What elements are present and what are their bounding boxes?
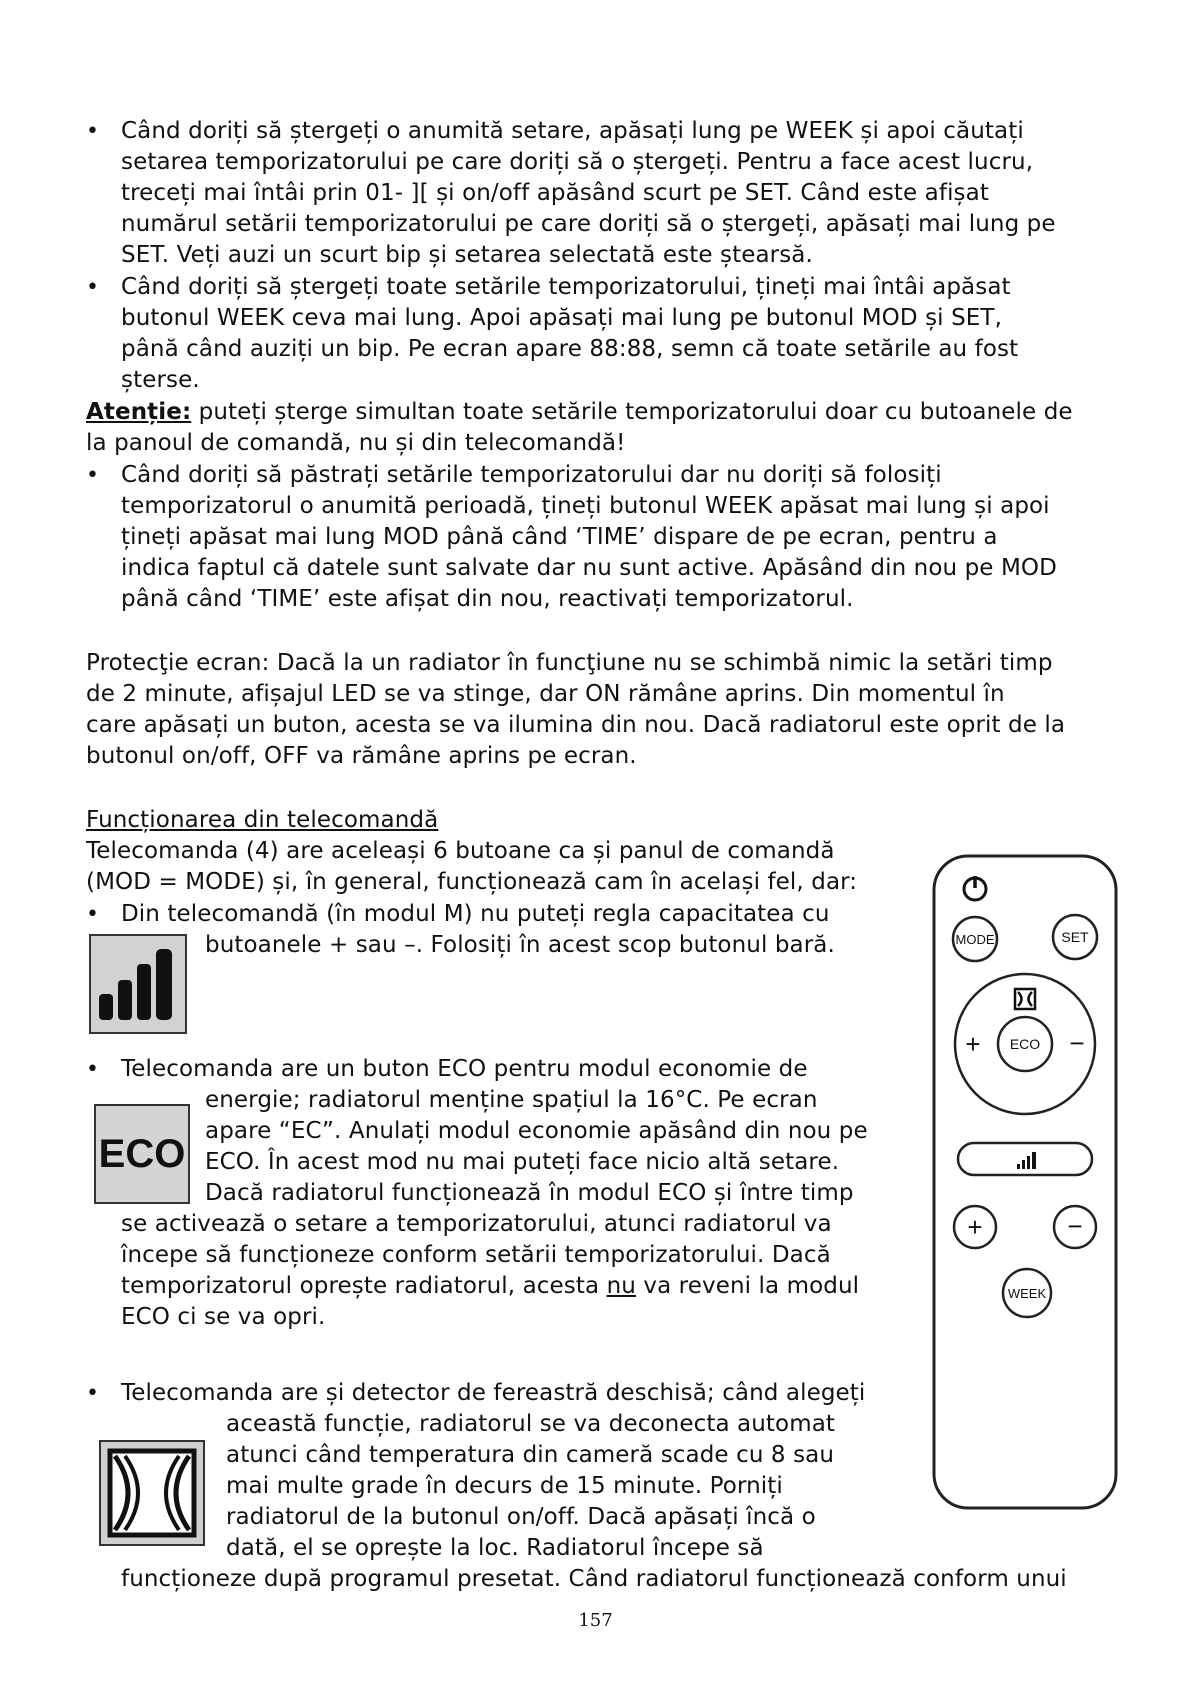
attention-line-1 [86,397,1073,428]
bar-line-1: Din telecomandă (în modul M) nu puteți regla capacitatea cu [121,901,830,927]
remote-heading: Funcționarea din telecomandă [86,807,439,833]
b3-line-5: până când ‘TIME’ este afișat din nou, reactivați temporizatorul. [121,586,854,612]
window-line-7: funcționeze după programul presetat. Când radiatorul funcționează conform unui [121,1566,1067,1592]
window-line-5: radiatorul de la butonul on/off. Dacă apăsați încă o [226,1504,816,1530]
remote-eco-label: ECO [1009,1036,1041,1052]
remote-minus-label: − [1067,1211,1083,1241]
b1-line-3: treceți mai întâi prin 01- ][ și on/off apăsând scurt pe SET. Când este afișat [121,180,989,206]
b1-line-5: SET. Veți auzi un scurt bip și setarea selectată este ștearsă. [121,242,813,268]
eco-line-9: ECO ci se va opri. [121,1304,326,1330]
bullet: • [86,1057,99,1082]
protection-line-2: de 2 minute, afișajul LED se va stinge, dar ON rămâne aprins. Din momentul în [86,681,1005,707]
protection-line-3: care apăsați un buton, acesta se va ilumina din nou. Dacă radiatorul este oprit de la [86,712,1066,738]
eco-line-8 [121,1271,859,1302]
b3-line-4: indica faptul că datele sunt salvate dar nu sunt active. Apăsând din nou pe MOD [121,555,1057,581]
bullet: • [86,275,99,300]
eco-line-3: apare “EC”. Anulați modul economie apăsând din nou pe [205,1118,868,1144]
remote-week-label: WEEK [1007,1286,1047,1301]
remote-intro-2: (MOD = MODE) și, în general, funcționează cam în același fel, dar: [86,869,858,895]
b1-line-4: numărul setării temporizatorului pe care doriți să o ștergeți, apăsați mai lung pe [121,211,1056,237]
eco-button-icon: ECO [94,1104,190,1204]
window-line-1: Telecomanda are și detector de fereastră deschisă; când alegeți [121,1380,866,1406]
b3-line-3: țineți apăsat mai lung MOD până când ‘TIME’ dispare de pe ecran, pentru a [121,524,998,550]
bullet: • [86,463,99,488]
eco-line-4: ECO. În acest mod nu mai puteți face nicio altă setare. [205,1149,840,1175]
open-window-icon [101,1442,203,1544]
eco-line-2: energie; radiatorul menține spațiul la 16°C. Pe ecran [205,1087,818,1113]
bar-line-2: butoanele + sau –. Folosiți în acest scop butonul bară. [205,932,835,958]
eco-line-8-underlined: nu [606,1273,636,1299]
attention-text: puteți șterge simultan toate setările temporizatorului doar cu butoanele de [191,399,1073,425]
page-number: 157 [578,1610,613,1631]
window-detector-icon [99,1440,205,1546]
attention-line-2: la panoul de comandă, nu și din telecomandă! [86,430,626,456]
eco-line-7: începe să funcționeze conform setării temporizatorului. Dacă [121,1242,831,1268]
remote-control-drawing [930,852,1120,1514]
b2-line-3: până când auziți un bip. Pe ecran apare 88:88, semn că toate setările au fost [121,336,1019,362]
remote-intro-1: Telecomanda (4) are aceleași 6 butoane ca și panul de comandă [86,838,835,864]
b3-line-2: temporizatorul o anumită perioadă, țineți butonul WEEK apăsat mai lung și apoi [121,493,1050,519]
remote-set-label: SET [1061,929,1089,945]
eco-line-5: Dacă radiatorul funcționează în modul ECO și între timp [205,1180,854,1206]
remote-ring-minus: − [1069,1028,1085,1058]
bar-button-icon [89,934,187,1034]
signal-bars-icon [91,936,185,1032]
protection-line-4: butonul on/off, OFF va rămâne aprins pe ecran. [86,743,637,769]
b2-line-4: șterse. [121,367,200,393]
b1-line-2: setarea temporizatorului pe care doriți să o ștergeți. Pentru a face acest lucru, [121,149,1034,175]
b2-line-2: butonul WEEK ceva mai lung. Apoi apăsați mai lung pe butonul MOD și SET, [121,305,1002,331]
eco-line-1: Telecomanda are un buton ECO pentru modul economie de [121,1056,808,1082]
remote-ring-plus: + [965,1029,981,1059]
bullet: • [86,119,99,144]
bullet: • [86,1381,99,1406]
window-line-4: mai multe grade în decurs de 15 minute. Porniți [226,1473,783,1499]
eco-line-8-b: va reveni la modul [635,1273,860,1299]
bullet: • [86,902,99,927]
attention-label: Atenție: [86,399,192,425]
window-line-2: această funcție, radiatorul se va deconecta automat [226,1411,836,1437]
b3-line-1: Când doriți să păstrați setările temporizatorului dar nu doriți să folosiți [121,462,942,488]
protection-line-1: Protecţie ecran: Dacă la un radiator în funcţiune nu se schimbă nimic la setări timp [86,650,1053,676]
window-line-6: dată, el se oprește la loc. Radiatorul începe să [226,1535,764,1561]
eco-line-8-a: temporizatorul oprește radiatorul, acesta [121,1273,607,1299]
b2-line-1: Când doriți să ștergeți toate setările temporizatorului, țineți mai întâi apăsat [121,274,1011,300]
remote-mode-label: MODE [955,932,995,947]
window-line-3: atunci când temperatura din cameră scade cu 8 sau [226,1442,835,1468]
remote-plus-label: + [967,1212,983,1242]
eco-line-6: se activează o setare a temporizatorului, atunci radiatorul va [121,1211,832,1237]
b1-line-1: Când doriți să ștergeți o anumită setare, apăsați lung pe WEEK și apoi căutați [121,118,1024,144]
